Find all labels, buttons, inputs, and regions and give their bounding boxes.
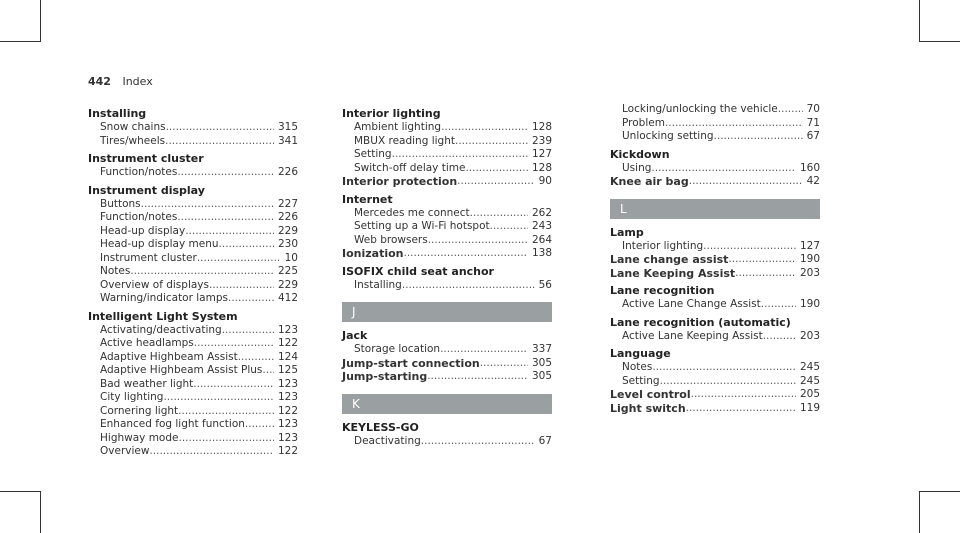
entry-label: Installing (354, 278, 402, 291)
index-entry[interactable] (342, 247, 552, 261)
dot-leader (665, 117, 803, 131)
index-subentry[interactable] (88, 324, 298, 338)
index-heading: Lamp (610, 225, 644, 239)
page-reference: 245 (799, 361, 820, 373)
dot-leader (177, 166, 274, 180)
index-subentry[interactable] (610, 130, 820, 144)
index-entry[interactable] (342, 357, 552, 371)
index-subentry[interactable] (342, 435, 552, 449)
entry-label: Jump-start connection (342, 356, 480, 370)
page-reference: 337 (531, 343, 552, 355)
crop-mark (919, 41, 960, 42)
entry-label: Bad weather light (100, 377, 194, 390)
dot-leader (652, 361, 796, 375)
entry-label: Problem (622, 116, 665, 129)
crop-mark (0, 41, 41, 42)
index-subentry[interactable] (610, 103, 820, 117)
dot-leader (778, 103, 803, 117)
entry-label: Mercedes me connect (354, 206, 470, 219)
dot-leader (421, 435, 535, 449)
index-heading: Intelligent Light System (88, 309, 238, 323)
index-subentry[interactable] (342, 162, 552, 176)
entry-label: Ionization (342, 247, 404, 260)
page-reference: 205 (799, 388, 820, 400)
page-reference: 239 (531, 134, 552, 147)
dot-leader (404, 247, 528, 261)
letter-divider: L (610, 199, 820, 219)
index-subentry[interactable] (88, 445, 298, 459)
page-reference: 90 (538, 175, 552, 187)
entry-label: Locking/unlocking the vehicle (622, 103, 778, 115)
entry-label: Lane Keeping Assist (610, 266, 736, 280)
entry-label: Snow chains (100, 121, 166, 133)
index-subentry[interactable] (88, 252, 298, 266)
entry-label: Cornering light (100, 404, 179, 417)
dot-leader (141, 198, 274, 212)
dot-leader (441, 121, 528, 135)
dot-leader (714, 130, 803, 144)
entry-label: Jump-starting (342, 370, 428, 383)
page-reference: 412 (277, 292, 298, 304)
dot-leader (185, 225, 274, 239)
index-subentry[interactable] (88, 198, 298, 212)
index-subentry[interactable] (610, 330, 820, 344)
index-subentry[interactable] (342, 234, 552, 248)
entry-label: Function/notes (100, 211, 178, 223)
index-subentry[interactable] (88, 418, 298, 432)
page-reference: 123 (277, 391, 298, 403)
entry-label: Light switch (610, 401, 686, 415)
dot-leader (402, 279, 535, 293)
index-subentry[interactable] (610, 361, 820, 375)
index-heading: Internet (342, 192, 393, 206)
entry-label: Knee air bag (610, 175, 689, 188)
index-entry[interactable] (610, 267, 820, 281)
index-subentry[interactable] (342, 343, 552, 357)
index-subentry[interactable] (88, 166, 298, 180)
index-heading: Instrument cluster (88, 152, 204, 165)
index-subentry[interactable] (88, 337, 298, 351)
index-subentry[interactable] (610, 298, 820, 312)
entry-label: MBUX reading light (354, 134, 455, 147)
index-heading: ISOFIX child seat anchor (342, 264, 494, 278)
dot-leader (209, 279, 274, 293)
entry-label: Lane change assist (610, 253, 729, 266)
dot-leader (238, 351, 274, 365)
entry-label: Setting up a Wi-Fi hotspot (354, 220, 490, 232)
index-subentry[interactable] (88, 238, 298, 252)
page-reference: 10 (284, 251, 298, 264)
page-number: 442 (88, 75, 111, 88)
dot-leader (177, 211, 274, 225)
index-subentry[interactable] (88, 135, 298, 149)
index-heading: Instrument display (88, 183, 205, 197)
index-entry[interactable] (342, 370, 552, 384)
entry-label: Activating/deactivating (100, 323, 222, 336)
entry-label: Head-up display menu (100, 238, 219, 250)
page-reference: 42 (806, 175, 820, 187)
dot-leader (470, 207, 528, 221)
page-reference: 122 (277, 404, 298, 417)
page-reference: 128 (531, 121, 552, 133)
entry-label: City lighting (100, 391, 164, 403)
index-subentry[interactable] (88, 364, 298, 378)
dot-leader (689, 175, 803, 189)
index-subentry[interactable] (342, 279, 552, 293)
crop-mark (40, 0, 41, 42)
dot-leader (480, 357, 528, 371)
dot-leader (197, 252, 281, 266)
dot-leader (219, 238, 274, 252)
page-reference: 70 (806, 103, 820, 115)
letter-divider: K (342, 394, 552, 414)
letter-divider: J (342, 302, 552, 322)
entry-label: Storage location (354, 343, 441, 355)
entry-label: Overview of displays (100, 278, 209, 291)
dot-leader (427, 370, 528, 384)
entry-label: Highway mode (100, 431, 179, 444)
index-subentry[interactable] (88, 378, 298, 392)
page-reference: 56 (538, 278, 552, 291)
page-reference: 229 (277, 278, 298, 291)
dot-leader (761, 298, 796, 312)
dot-leader (130, 265, 274, 279)
index-subentry[interactable] (88, 121, 298, 135)
entry-label: Ambient lighting (354, 121, 442, 133)
dot-leader (193, 378, 274, 392)
index-subentry[interactable] (610, 162, 820, 176)
entry-label: Level control (610, 388, 691, 401)
index-subentry[interactable] (342, 148, 552, 162)
dot-leader (686, 402, 796, 416)
dot-leader (194, 337, 274, 351)
dot-leader (735, 267, 796, 281)
dot-leader (228, 292, 274, 306)
index-heading: Jack (342, 329, 368, 342)
index-subentry[interactable] (610, 375, 820, 389)
page-reference: 203 (799, 266, 820, 279)
entry-label: Adaptive Highbeam Assist (100, 350, 238, 363)
index-column-2 (342, 103, 552, 448)
page-reference: 226 (277, 166, 298, 178)
section-label: Index (122, 75, 153, 88)
index-heading: KEYLESS-GO (342, 420, 419, 434)
page-reference: 71 (806, 116, 820, 129)
entry-label: Setting (622, 374, 660, 387)
entry-label: Adaptive Highbeam Assist Plus (100, 364, 263, 376)
crop-mark (919, 491, 960, 492)
dot-leader (178, 405, 274, 419)
index-subentry[interactable] (88, 292, 298, 306)
dot-leader (392, 148, 528, 162)
index-subentry[interactable] (88, 211, 298, 225)
page-reference: 226 (277, 211, 298, 223)
entry-label: Warning/indicator lamps (100, 292, 228, 304)
index-subentry[interactable] (88, 391, 298, 405)
page-reference: 128 (531, 161, 552, 174)
dot-leader (465, 162, 528, 176)
index-subentry[interactable] (610, 117, 820, 131)
index-subentry[interactable] (88, 225, 298, 239)
dot-leader (222, 324, 274, 338)
index-heading: Lane recognition (610, 284, 715, 297)
index-subentry[interactable] (342, 220, 552, 234)
page-reference: 119 (799, 401, 820, 414)
index-heading: Language (610, 347, 671, 360)
dot-leader (165, 135, 274, 149)
page-reference: 203 (799, 329, 820, 342)
page-reference: 122 (277, 337, 298, 349)
entry-label: Tires/wheels (100, 134, 166, 147)
entry-label: Overview (100, 445, 150, 457)
entry-label: Head-up display (100, 224, 186, 237)
page-reference: 305 (531, 370, 552, 382)
page-reference: 123 (277, 377, 298, 390)
entry-label: Active Lane Change Assist (622, 298, 761, 310)
index-subentry[interactable] (342, 121, 552, 135)
index-subentry[interactable] (88, 279, 298, 293)
entry-label: Web browsers (354, 233, 428, 246)
page-reference: 243 (531, 220, 552, 232)
index-column-1 (88, 103, 298, 459)
dot-leader (660, 375, 796, 389)
entry-label: Active Lane Keeping Assist (622, 329, 763, 342)
page-header (88, 75, 153, 88)
index-heading: Kickdown (610, 147, 670, 161)
page-reference: 245 (799, 374, 820, 387)
index-subentry[interactable] (88, 405, 298, 419)
entry-label: Enhanced fog light function (100, 418, 245, 430)
page-reference: 227 (277, 197, 298, 210)
entry-label: Using (622, 161, 652, 174)
page-reference: 262 (531, 206, 552, 219)
page-reference: 225 (277, 265, 298, 277)
index-entry[interactable] (610, 402, 820, 416)
entry-label: Switch-off delay time (354, 161, 466, 174)
entry-label: Interior protection (342, 175, 458, 188)
entry-label: Setting (354, 148, 392, 160)
page-reference: 123 (277, 418, 298, 430)
page-reference: 305 (531, 356, 552, 369)
index-subentry[interactable] (610, 240, 820, 254)
entry-label: Function/notes (100, 166, 178, 178)
page-reference: 229 (277, 224, 298, 237)
entry-label: Active headlamps (100, 337, 194, 349)
page-reference: 124 (277, 350, 298, 363)
index-column-3 (610, 103, 820, 415)
dot-leader (457, 175, 534, 189)
dot-leader (455, 135, 528, 149)
dot-leader (163, 391, 274, 405)
page-reference: 123 (277, 431, 298, 444)
page-reference: 341 (277, 134, 298, 147)
dot-leader (728, 253, 796, 267)
entry-label: Deactivating (354, 434, 421, 447)
entry-label: Unlocking setting (622, 130, 714, 142)
dot-leader (490, 220, 528, 234)
entry-label: Interior lighting (622, 239, 704, 252)
page-reference: 190 (799, 253, 820, 265)
index-subentry[interactable] (88, 432, 298, 446)
index-entry[interactable] (610, 388, 820, 402)
dot-leader (149, 445, 274, 459)
crop-mark (919, 0, 920, 42)
index-heading: Interior lighting (342, 107, 441, 120)
dot-leader (651, 162, 796, 176)
dot-leader (428, 234, 528, 248)
page-reference: 127 (531, 148, 552, 160)
dot-leader (440, 343, 528, 357)
index-subentry[interactable] (342, 207, 552, 221)
index-entry[interactable] (342, 175, 552, 189)
page-reference: 67 (538, 434, 552, 447)
index-heading: Installing (88, 107, 147, 120)
index-subentry[interactable] (342, 135, 552, 149)
entry-label: Notes (100, 265, 131, 277)
page-reference: 127 (799, 239, 820, 252)
crop-mark (40, 491, 41, 533)
entry-label: Instrument cluster (100, 251, 197, 264)
page-reference: 67 (806, 130, 820, 142)
index-subentry[interactable] (88, 265, 298, 279)
crop-mark (919, 491, 920, 533)
index-entry[interactable] (610, 253, 820, 267)
page-reference: 122 (277, 445, 298, 457)
page-reference: 190 (799, 298, 820, 310)
page-reference: 315 (277, 121, 298, 133)
page-reference: 138 (531, 247, 552, 259)
entry-label: Notes (622, 361, 653, 373)
dot-leader (691, 388, 796, 402)
entry-label: Buttons (100, 197, 141, 210)
index-entry[interactable] (610, 175, 820, 189)
dot-leader (262, 364, 274, 378)
page-reference: 160 (799, 161, 820, 174)
dot-leader (178, 432, 273, 446)
page-reference: 125 (277, 364, 298, 376)
dot-leader (703, 240, 796, 254)
dot-leader (763, 330, 796, 344)
page-reference: 264 (531, 233, 552, 246)
crop-mark (0, 491, 41, 492)
dot-leader (245, 418, 274, 432)
index-subentry[interactable] (88, 351, 298, 365)
dot-leader (166, 121, 274, 135)
page-reference: 123 (277, 323, 298, 336)
index-heading: Lane recognition (automatic) (610, 315, 791, 329)
page-reference: 230 (277, 238, 298, 250)
